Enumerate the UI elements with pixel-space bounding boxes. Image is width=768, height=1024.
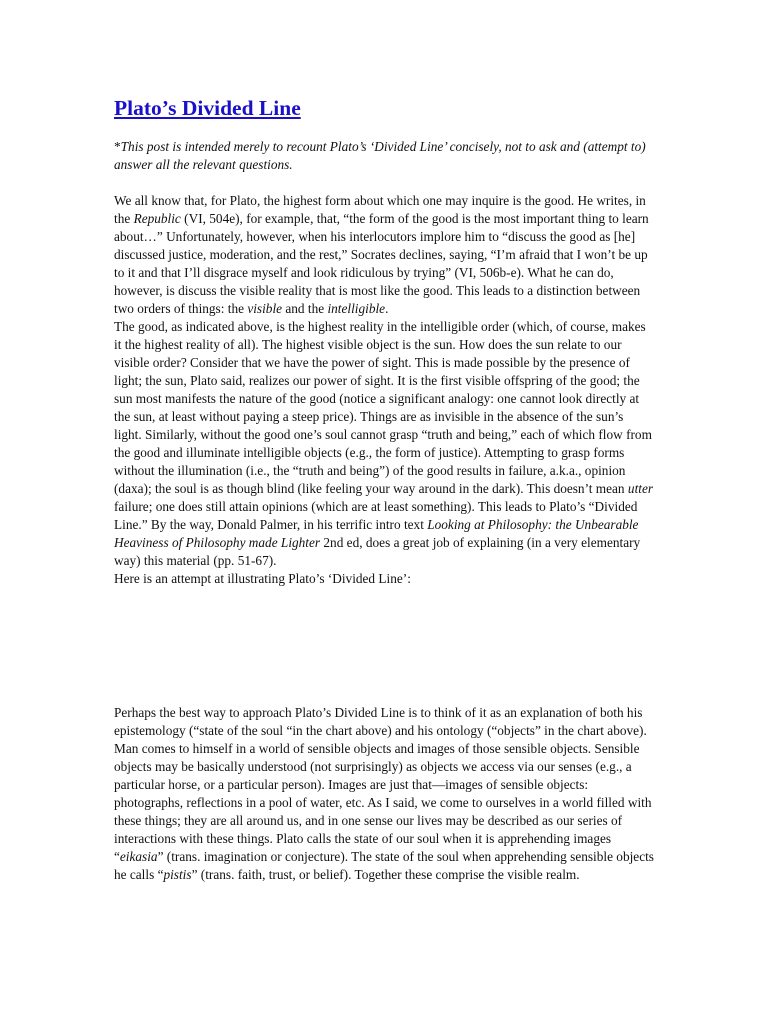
paragraph-text: We all know that, for Plato, the highest form about which one may inquire is the good. He writes, in the [114,193,646,226]
intro-note [114,138,654,174]
paragraph-text: and the [282,301,328,316]
intelligible-italic: intelligible [327,301,386,316]
paragraph-text: . [385,301,389,316]
paragraph-text: failure; one does still attain opinions (which are at least something). This leads to Plato’s “Divided Line.” By the way, Donald Palmer, in his terrific intro text [114,499,638,532]
republic-italic: Republic [133,211,181,226]
pistis-italic: pistis [163,867,192,882]
utter-italic: utter [627,481,654,496]
body-block-main [114,192,654,588]
eikasia-italic: eikasia [119,849,158,864]
note-asterisk: * [114,139,121,154]
paragraph-text: 2nd ed, does a great job of explaining (in a very elementary way) this material (pp. 51-67). [114,535,641,568]
paragraph-text: (VI, 504e), for example, that, “the form of the good is the most important thing to learn about…” Unfortunately, however, when his interlocutors implore him to “discuss the good as [he] discussed justice, moderation, and the rest,” Socrates declines, saying, “I’m afraid that I won’t be up to it and that I’ll disgrace myself and look ridiculous by trying” (VI, 506b-e). What he can do, however, is discuss the visible reality that is most like the good. This leads to a distinction between two orders of things: the [114,211,649,316]
paragraph-sun [114,318,654,570]
book-title-italic: Looking at Philosophy: the Unbearable Heaviness of Philosophy made Lighter [114,517,639,550]
visible-italic: visible [247,301,283,316]
paragraph-text: ” (trans. imagination or conjecture). The state of the soul when apprehending sensible objects he calls “ [114,849,654,882]
paragraph-illustration-intro: Here is an attempt at illustrating Plato’s ‘Divided Line’: [114,571,411,586]
body-block-epistemology [114,704,654,884]
note-text: This post is intended merely to recount Plato’s ‘Divided Line’ concisely, not to ask and (attempt to) answer all the relevant questions. [114,139,646,172]
paragraph-epistemology [114,704,654,884]
paragraph-good [114,192,654,318]
paragraph-text: The good, as indicated above, is the highest reality in the intelligible order (which, of course, makes it the highest reality of all). The highest visible object is the sun. How does the sun relate to our visible order? Consider that we have the power of sight. This is made possible by the presence of light; the sun, Plato said, realizes our power of sight. It is the first visible offspring of the good; the sun most manifests the nature of the good (notice a significant analogy: one cannot look directly at the sun, at least without paying a steep price). Things are as invisible in the absence of the sun’s light. Similarly, without the good one’s soul cannot grasp “truth and being,” each of which flow from the good and illuminate intelligible objects (e.g., the form of justice). Attempting to grasp forms without the illumination (i.e., the “truth and being”) of the good results in failure, a.k.a., opinion (daxa); the soul is as though blind (like feeling your way around in the dark). This doesn’t mean [114,319,652,496]
paragraph-text: Perhaps the best way to approach Plato’s Divided Line is to think of it as an explanation of both his epistemology (“state of the soul “in the chart above) and his ontology (“objects” in the chart above). Man comes to himself in a world of sensible objects and images of those sensible objects. Sensible objects may be basically understood (not surprisingly) as objects we access via our senses (e.g., a particular horse, or a particular person). Images are just that—images of sensible objects: photographs, reflections in a pool of water, etc. As I said, we come to ourselves in a world filled with these things; they are all around us, and in one sense our lives may be described as our series of interactions with these things. Plato calls the state of our soul when it is apprehending images “ [114,705,652,864]
paragraph-text: ” (trans. faith, trust, or belief). Together these comprise the visible realm. [191,867,580,882]
post-title-link[interactable]: Plato’s Divided Line [114,96,301,120]
